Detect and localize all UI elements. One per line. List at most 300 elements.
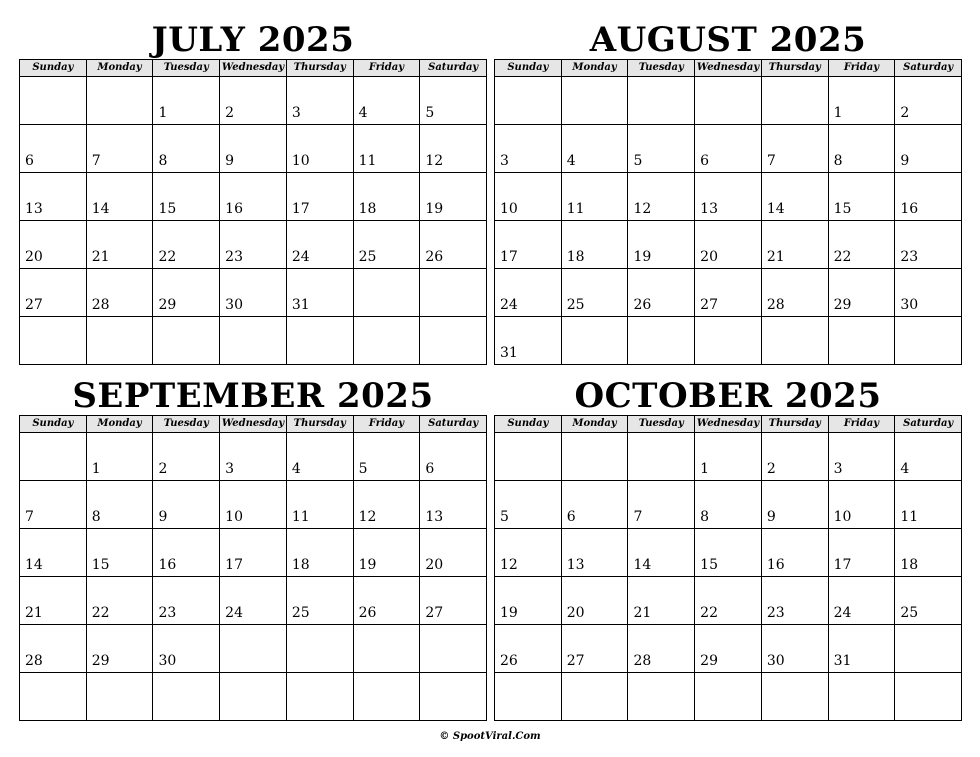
- day-number: 20: [425, 557, 444, 573]
- day-number: 18: [291, 557, 310, 573]
- weekday-header: Friday: [828, 60, 895, 76]
- day-number: 6: [566, 509, 576, 525]
- day-number: 5: [425, 105, 435, 121]
- day-number: 28: [91, 297, 110, 313]
- weekday-header: Saturday: [419, 60, 486, 76]
- day-cell: [20, 221, 86, 268]
- day-number: 9: [158, 509, 168, 525]
- day-number: 24: [225, 605, 243, 621]
- day-cell: [694, 577, 761, 624]
- day-cell: [86, 577, 153, 624]
- day-cell: [20, 317, 86, 364]
- day-cell: [20, 577, 86, 624]
- week-row: [20, 124, 486, 172]
- week-row: [495, 576, 961, 624]
- day-number: 23: [900, 249, 919, 265]
- week-row: [20, 220, 486, 268]
- weekday-header: Wednesday: [219, 60, 286, 76]
- day-number: 11: [291, 509, 310, 525]
- week-row: [495, 220, 961, 268]
- day-number: 31: [833, 653, 852, 669]
- day-number: 10: [833, 509, 852, 525]
- day-number: 25: [566, 297, 585, 313]
- day-cell: [419, 269, 486, 316]
- day-number: 26: [425, 249, 444, 265]
- week-row: [20, 480, 486, 528]
- day-number: 7: [633, 509, 643, 525]
- day-cell: [20, 77, 86, 124]
- day-cell: [627, 269, 694, 316]
- day-cell: [286, 317, 353, 364]
- day-cell: [761, 77, 828, 124]
- day-cell: [894, 433, 961, 480]
- day-number: 22: [91, 605, 110, 621]
- copyright-footer: © SpootViral.Com: [439, 731, 541, 742]
- day-number: 25: [358, 249, 377, 265]
- day-number: 17: [500, 249, 518, 265]
- day-cell: [419, 77, 486, 124]
- day-number: 3: [225, 461, 235, 477]
- day-cell: [828, 625, 895, 672]
- day-cell: [828, 125, 895, 172]
- day-number: 19: [358, 557, 377, 573]
- week-row: [495, 672, 961, 720]
- day-cell: [20, 529, 86, 576]
- day-cell: [894, 221, 961, 268]
- weekday-header: Wednesday: [219, 416, 286, 432]
- day-cell: [152, 125, 219, 172]
- weekday-header-row: [495, 416, 961, 433]
- day-cell: [152, 433, 219, 480]
- day-cell: [86, 125, 153, 172]
- weeks-body: [495, 433, 961, 720]
- day-cell: [894, 673, 961, 720]
- day-number: 7: [766, 153, 776, 169]
- day-cell: [894, 577, 961, 624]
- weeks-body: [20, 433, 486, 720]
- day-number: 23: [158, 605, 177, 621]
- day-cell: [761, 625, 828, 672]
- day-number: 8: [700, 509, 710, 525]
- day-cell: [86, 481, 153, 528]
- day-cell: [86, 317, 153, 364]
- day-number: 14: [91, 201, 110, 217]
- day-cell: [561, 433, 628, 480]
- week-row: [495, 480, 961, 528]
- weekday-header: Tuesday: [627, 60, 694, 76]
- day-cell: [86, 433, 153, 480]
- day-number: 14: [766, 201, 785, 217]
- day-number: 1: [700, 461, 710, 477]
- day-cell: [419, 173, 486, 220]
- week-row: [20, 172, 486, 220]
- month-title: AUGUST 2025: [589, 20, 867, 60]
- weekday-header: Thursday: [761, 60, 828, 76]
- day-number: 4: [900, 461, 910, 477]
- day-cell: [286, 577, 353, 624]
- weekday-header: Wednesday: [694, 416, 761, 432]
- week-row: [20, 316, 486, 364]
- day-number: 19: [425, 201, 444, 217]
- day-cell: [495, 221, 561, 268]
- day-cell: [353, 673, 420, 720]
- day-cell: [894, 173, 961, 220]
- week-row: [495, 77, 961, 124]
- day-cell: [86, 673, 153, 720]
- day-number: 3: [833, 461, 843, 477]
- day-number: 10: [500, 201, 518, 217]
- day-number: 29: [700, 653, 718, 669]
- week-row: [495, 316, 961, 364]
- day-cell: [828, 577, 895, 624]
- day-cell: [419, 125, 486, 172]
- day-number: 16: [158, 557, 177, 573]
- day-number: 27: [25, 297, 43, 313]
- day-cell: [419, 625, 486, 672]
- week-row: [20, 672, 486, 720]
- day-cell: [219, 625, 286, 672]
- week-row: [495, 268, 961, 316]
- day-number: 12: [633, 201, 652, 217]
- weekday-header-row: [20, 60, 486, 77]
- weekday-header: Saturday: [894, 416, 961, 432]
- day-cell: [495, 77, 561, 124]
- day-number: 17: [291, 201, 310, 217]
- day-cell: [419, 317, 486, 364]
- day-cell: [561, 577, 628, 624]
- day-number: 11: [358, 153, 377, 169]
- month-title: OCTOBER 2025: [574, 376, 882, 416]
- day-cell: [694, 221, 761, 268]
- day-cell: [694, 125, 761, 172]
- day-cell: [894, 529, 961, 576]
- day-number: 12: [425, 153, 444, 169]
- day-cell: [627, 625, 694, 672]
- day-cell: [152, 77, 219, 124]
- day-number: 1: [91, 461, 101, 477]
- day-number: 13: [700, 201, 718, 217]
- day-cell: [894, 481, 961, 528]
- weekday-header-row: [20, 416, 486, 433]
- day-cell: [627, 529, 694, 576]
- weekday-header: Friday: [828, 416, 895, 432]
- day-number: 19: [500, 605, 518, 621]
- weekday-header: Thursday: [286, 416, 353, 432]
- month-grid: [19, 59, 487, 365]
- day-cell: [86, 221, 153, 268]
- day-number: 15: [833, 201, 852, 217]
- day-number: 28: [766, 297, 785, 313]
- week-row: [20, 433, 486, 480]
- weekday-header: Monday: [561, 416, 628, 432]
- day-number: 26: [500, 653, 518, 669]
- day-number: 9: [225, 153, 235, 169]
- week-row: [20, 77, 486, 124]
- day-cell: [828, 77, 895, 124]
- day-number: 15: [158, 201, 177, 217]
- day-cell: [353, 317, 420, 364]
- day-cell: [828, 673, 895, 720]
- day-cell: [761, 269, 828, 316]
- day-cell: [828, 481, 895, 528]
- weekday-header: Saturday: [894, 60, 961, 76]
- day-number: 30: [225, 297, 243, 313]
- day-cell: [495, 433, 561, 480]
- day-cell: [219, 125, 286, 172]
- day-number: 18: [900, 557, 919, 573]
- day-cell: [286, 433, 353, 480]
- day-cell: [561, 673, 628, 720]
- week-row: [495, 124, 961, 172]
- day-cell: [219, 221, 286, 268]
- weekday-header: Tuesday: [627, 416, 694, 432]
- month-grid: [494, 415, 962, 721]
- day-cell: [694, 77, 761, 124]
- day-number: 27: [700, 297, 718, 313]
- day-cell: [894, 625, 961, 672]
- day-number: 23: [766, 605, 785, 621]
- day-cell: [152, 317, 219, 364]
- weekday-header: Monday: [561, 60, 628, 76]
- day-number: 24: [291, 249, 310, 265]
- weekday-header: Thursday: [761, 416, 828, 432]
- week-row: [20, 576, 486, 624]
- day-cell: [495, 125, 561, 172]
- day-number: 1: [158, 105, 168, 121]
- day-cell: [286, 481, 353, 528]
- day-number: 18: [566, 249, 585, 265]
- day-cell: [219, 173, 286, 220]
- week-row: [495, 624, 961, 672]
- day-cell: [694, 317, 761, 364]
- day-cell: [152, 481, 219, 528]
- day-cell: [495, 673, 561, 720]
- day-cell: [353, 481, 420, 528]
- day-number: 22: [158, 249, 177, 265]
- day-number: 7: [91, 153, 101, 169]
- day-cell: [828, 221, 895, 268]
- day-cell: [152, 577, 219, 624]
- day-cell: [828, 173, 895, 220]
- day-number: 29: [158, 297, 177, 313]
- day-number: 21: [633, 605, 652, 621]
- day-cell: [353, 625, 420, 672]
- day-cell: [353, 125, 420, 172]
- day-cell: [86, 529, 153, 576]
- day-cell: [219, 481, 286, 528]
- day-cell: [495, 173, 561, 220]
- day-number: 15: [91, 557, 110, 573]
- day-cell: [20, 269, 86, 316]
- week-row: [495, 433, 961, 480]
- day-cell: [20, 173, 86, 220]
- day-cell: [627, 433, 694, 480]
- day-number: 8: [158, 153, 168, 169]
- weeks-body: [495, 77, 961, 364]
- day-cell: [219, 673, 286, 720]
- day-cell: [694, 673, 761, 720]
- day-number: 18: [358, 201, 377, 217]
- day-cell: [761, 481, 828, 528]
- day-cell: [286, 125, 353, 172]
- day-number: 3: [500, 153, 509, 169]
- day-cell: [152, 529, 219, 576]
- day-cell: [20, 625, 86, 672]
- day-number: 2: [766, 461, 776, 477]
- weekday-header: Sunday: [32, 418, 74, 429]
- day-cell: [828, 317, 895, 364]
- day-cell: [286, 269, 353, 316]
- day-number: 26: [358, 605, 377, 621]
- day-cell: [419, 529, 486, 576]
- weekday-header: Friday: [353, 60, 420, 76]
- day-number: 22: [700, 605, 718, 621]
- day-cell: [561, 173, 628, 220]
- month-title: SEPTEMBER 2025: [72, 376, 434, 416]
- day-cell: [419, 433, 486, 480]
- day-number: 5: [500, 509, 509, 525]
- day-number: 24: [833, 605, 852, 621]
- day-cell: [152, 221, 219, 268]
- day-cell: [894, 317, 961, 364]
- day-cell: [828, 529, 895, 576]
- day-cell: [828, 269, 895, 316]
- day-number: 3: [291, 105, 301, 121]
- day-number: 13: [25, 201, 43, 217]
- day-cell: [627, 221, 694, 268]
- day-cell: [561, 125, 628, 172]
- day-number: 15: [700, 557, 718, 573]
- day-cell: [894, 269, 961, 316]
- weekday-header: Tuesday: [152, 60, 219, 76]
- day-number: 4: [291, 461, 301, 477]
- day-number: 2: [900, 105, 910, 121]
- week-row: [495, 172, 961, 220]
- day-number: 9: [766, 509, 776, 525]
- day-cell: [20, 433, 86, 480]
- week-row: [20, 624, 486, 672]
- day-number: 30: [900, 297, 919, 313]
- day-cell: [20, 673, 86, 720]
- day-cell: [627, 77, 694, 124]
- day-number: 16: [900, 201, 919, 217]
- day-number: 4: [566, 153, 576, 169]
- day-number: 25: [291, 605, 310, 621]
- day-number: 8: [833, 153, 843, 169]
- day-cell: [495, 317, 561, 364]
- day-number: 12: [358, 509, 377, 525]
- day-cell: [761, 317, 828, 364]
- day-number: 29: [91, 653, 110, 669]
- weekday-header: Sunday: [32, 62, 74, 73]
- day-cell: [561, 317, 628, 364]
- day-cell: [761, 173, 828, 220]
- day-number: 2: [225, 105, 235, 121]
- day-cell: [219, 77, 286, 124]
- day-cell: [561, 481, 628, 528]
- day-number: 16: [225, 201, 243, 217]
- day-number: 16: [766, 557, 785, 573]
- day-cell: [495, 481, 561, 528]
- day-cell: [894, 77, 961, 124]
- day-cell: [286, 529, 353, 576]
- day-cell: [353, 577, 420, 624]
- day-number: 21: [25, 605, 43, 621]
- day-cell: [419, 221, 486, 268]
- weekday-header: Sunday: [507, 62, 549, 73]
- day-number: 21: [766, 249, 785, 265]
- day-cell: [219, 269, 286, 316]
- day-cell: [761, 673, 828, 720]
- day-cell: [761, 577, 828, 624]
- day-cell: [627, 173, 694, 220]
- day-cell: [495, 577, 561, 624]
- weekday-header: Tuesday: [152, 416, 219, 432]
- day-cell: [561, 529, 628, 576]
- day-cell: [219, 529, 286, 576]
- day-number: 30: [158, 653, 177, 669]
- day-number: 17: [225, 557, 243, 573]
- day-number: 13: [425, 509, 444, 525]
- day-cell: [152, 625, 219, 672]
- day-cell: [694, 529, 761, 576]
- day-cell: [419, 577, 486, 624]
- weekday-header: Wednesday: [694, 60, 761, 76]
- day-number: 28: [633, 653, 652, 669]
- day-cell: [627, 125, 694, 172]
- day-cell: [86, 625, 153, 672]
- day-cell: [286, 77, 353, 124]
- day-cell: [627, 577, 694, 624]
- day-cell: [561, 221, 628, 268]
- day-cell: [694, 173, 761, 220]
- week-row: [495, 528, 961, 576]
- day-cell: [627, 317, 694, 364]
- day-number: 29: [833, 297, 852, 313]
- day-cell: [761, 221, 828, 268]
- day-number: 11: [900, 509, 919, 525]
- month-grid: [494, 59, 962, 365]
- day-number: 11: [566, 201, 585, 217]
- day-number: 10: [225, 509, 243, 525]
- day-cell: [353, 529, 420, 576]
- day-number: 27: [425, 605, 444, 621]
- day-cell: [419, 673, 486, 720]
- weekday-header-row: [495, 60, 961, 77]
- day-number: 9: [900, 153, 910, 169]
- day-number: 26: [633, 297, 652, 313]
- day-number: 6: [425, 461, 435, 477]
- day-cell: [353, 433, 420, 480]
- weekday-header: Monday: [86, 416, 153, 432]
- day-cell: [353, 173, 420, 220]
- day-cell: [694, 625, 761, 672]
- day-cell: [419, 481, 486, 528]
- day-cell: [761, 433, 828, 480]
- day-cell: [561, 625, 628, 672]
- month-title: JULY 2025: [151, 20, 355, 60]
- day-number: 28: [25, 653, 43, 669]
- day-number: 2: [158, 461, 168, 477]
- day-number: 30: [766, 653, 785, 669]
- day-number: 5: [358, 461, 368, 477]
- weekday-header: Friday: [353, 416, 420, 432]
- day-cell: [495, 625, 561, 672]
- day-number: 20: [700, 249, 718, 265]
- day-cell: [353, 221, 420, 268]
- day-cell: [219, 317, 286, 364]
- day-cell: [20, 481, 86, 528]
